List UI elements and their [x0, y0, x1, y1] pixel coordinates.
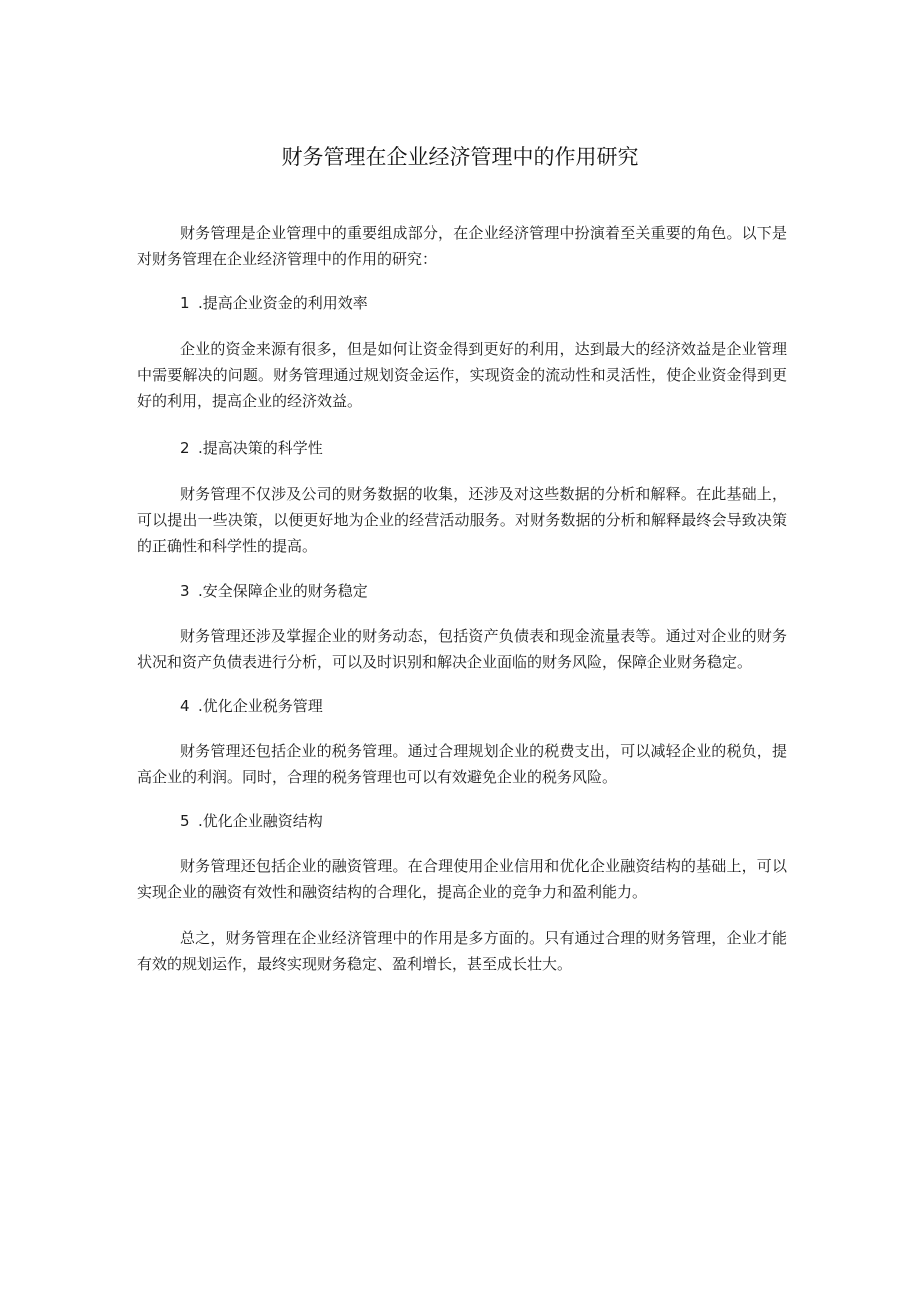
section-2-paragraph: 财务管理不仅涉及公司的财务数据的收集，还涉及对这些数据的分析和解释。在此基础上，可以提出一些决策，以便更好地为企业的经营活动服务。对财务数据的分析和解释最终会导致决策的正确性和科学性的提高。 [137, 485, 787, 555]
section-5-paragraph: 财务管理还包括企业的融资管理。在合理使用企业信用和优化企业融资结构的基础上，可以实现企业的融资有效性和融资结构的合理化，提高企业的竞争力和盈利能力。 [137, 857, 787, 901]
section-2-heading [137, 435, 830, 461]
section-2-title: .提高决策的科学性 [198, 439, 323, 457]
section-4-paragraph: 财务管理还包括企业的税务管理。通过合理规划企业的税费支出，可以减轻企业的税负，提高企业的利润。同时，合理的税务管理也可以有效避免企业的税务风险。 [137, 742, 787, 786]
section-3-heading [137, 578, 830, 604]
section-3-number: 3 [180, 582, 190, 600]
section-1-number: 1 [180, 294, 190, 312]
intro-paragraph: 财务管理是企业管理中的重要组成部分，在企业经济管理中扮演着至关重要的角色。以下是对财务管理在企业经济管理中的作用的研究： [137, 224, 787, 268]
conclusion-paragraph: 总之，财务管理在企业经济管理中的作用是多方面的。只有通过合理的财务管理，企业才能有效的规划运作，最终实现财务稳定、盈利增长，甚至成长壮大。 [137, 929, 787, 973]
document-title: 财务管理在企业经济管理中的作用研究 [281, 145, 639, 169]
section-4-number: 4 [180, 697, 190, 715]
section-3-title: .安全保障企业的财务稳定 [198, 582, 368, 600]
section-4-title: .优化企业税务管理 [198, 697, 323, 715]
section-3-paragraph: 财务管理还涉及掌握企业的财务动态，包括资产负债表和现金流量表等。通过对企业的财务状况和资产负债表进行分析，可以及时识别和解决企业面临的财务风险，保障企业财务稳定。 [137, 627, 787, 671]
section-5-heading [137, 808, 830, 834]
section-1-heading [137, 290, 830, 316]
section-5-title: .优化企业融资结构 [198, 812, 323, 830]
section-5-number: 5 [180, 812, 190, 830]
section-4-heading [137, 693, 830, 719]
section-1-paragraph: 企业的资金来源有很多，但是如何让资金得到更好的利用，达到最大的经济效益是企业管理中需要解决的问题。财务管理通过规划资金运作，实现资金的流动性和灵活性，使企业资金得到更好的利用，提高企业的经济效益。 [137, 340, 787, 410]
section-2-number: 2 [180, 439, 190, 457]
section-1-title: .提高企业资金的利用效率 [198, 294, 368, 312]
